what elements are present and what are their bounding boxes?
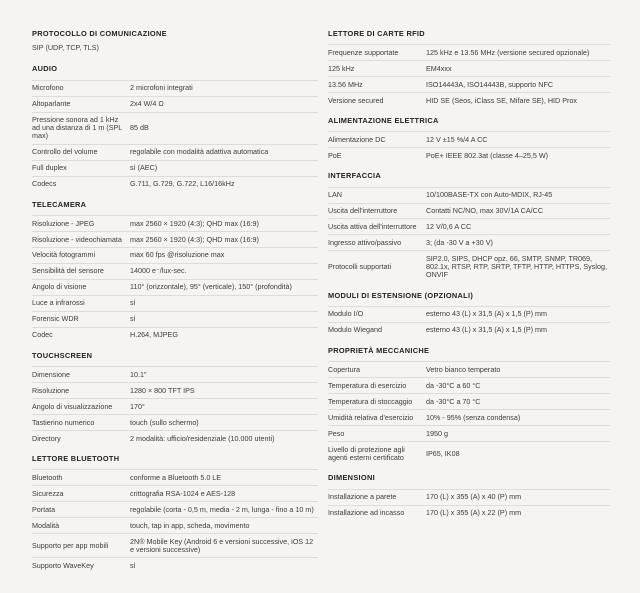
spec-row [328,92,610,108]
spec-label: Altoparlante [32,98,71,108]
section-moduli-di-estensione-opzionali [328,292,610,338]
spec-value: 10% - 95% (senza condensa) [426,412,521,422]
spec-value: Vetro bianco temperato [426,364,501,374]
spec-row [32,533,318,557]
spec-label: Angolo di visione [32,282,87,292]
spec-row [328,425,610,441]
spec-row [328,147,610,163]
spec-label: Supporto per app mobili [32,540,109,550]
section-title: LETTORE BLUETOOTH [32,454,120,464]
spec-label: Supporto WaveKey [32,560,94,570]
spec-row [328,361,610,377]
spec-value: 170 (L) x 355 (A) x 40 (P) mm [426,491,522,501]
section-dimensioni [328,474,610,520]
section-title: TELECAMERA [32,199,87,209]
spec-label: Luce a infrarossi [32,298,85,308]
section-title: PROPRIETÀ MECCANICHE [328,346,430,356]
spec-row [32,96,318,112]
spec-label: Codecs [32,179,57,189]
section-alimentazione-elettrica [328,117,610,163]
spec-label: Tastierino numerico [32,417,95,427]
spec-row [32,144,318,160]
spec-value: 2N® Mobile Key (Android 6 e versioni successive, iOS 12 e versioni successive) [130,536,314,554]
spec-value: 1280 × 800 TFT IPS [130,385,195,395]
spec-value: touch, tap in app, scheda, movimento [130,520,250,530]
spec-row [32,80,318,96]
spec-row [32,382,318,398]
section-title: AUDIO [32,64,58,74]
spec-value: 110° (orizzontale), 95° (verticale), 150° (profondità) [130,282,292,292]
spec-value: sì (AEC) [130,163,158,173]
spec-row [32,430,318,446]
spec-label: PoE [328,150,342,160]
spec-value: max 2560 × 1920 (4:3); QHD max (16:9) [130,218,259,228]
spec-label: Copertura [328,364,360,374]
spec-label: Directory [32,433,61,443]
spec-value: sì [130,560,136,570]
section-title: PROTOCOLLO DI COMUNICAZIONE [32,29,167,38]
spec-label: Temperatura di esercizio [328,380,407,390]
section-title: TOUCHSCREEN [32,351,93,360]
spec-value: da -30°C a 70 °C [426,396,481,406]
spec-row [32,517,318,533]
section-title: MODULI DI ESTENSIONE (OPZIONALI) [328,290,474,300]
spec-value: da -30°C a 60 °C [426,380,481,390]
spec-value: sì [130,298,136,308]
spec-value: 2x4 W/4 Ω [130,98,164,108]
spec-value: Contatti NC/NO, max 30V/1A CA/CC [426,205,544,215]
section-telecamera [32,201,318,343]
spec-row [32,231,318,247]
spec-value: PoE+ IEEE 802.3at (classe 4–25,5 W) [426,150,549,160]
spec-value: 12 V/0,6 A CC [426,221,472,231]
right-column [328,30,610,530]
spec-value: 1950 g [426,428,448,438]
spec-row [328,234,610,250]
spec-value: sì [130,314,136,324]
spec-label: 125 kHz [328,63,355,73]
spec-row [32,263,318,279]
spec-row [328,489,610,505]
spec-row [32,160,318,176]
spec-value: 170° [130,401,145,411]
section-proprieta-meccaniche [328,347,610,465]
spec-label: Risoluzione - videochiamata [32,234,122,244]
section-text: SIP (UDP, TCP, TLS) [32,43,99,53]
spec-row [32,366,318,382]
spec-row [328,44,610,60]
spec-label: Risoluzione [32,385,70,395]
spec-value: 85 dB [130,123,149,133]
spec-row [328,218,610,234]
spec-value: 12 V ±15 %/4 A CC [426,134,488,144]
spec-value: 2 modalità: ufficio/residenziale (10.000 utenti) [130,433,275,443]
section-protocollo-di-comunicazione [32,30,318,56]
spec-row [32,176,318,192]
spec-label: Angolo di visualizzazione [32,401,113,411]
spec-row [328,306,610,322]
section-title: ALIMENTAZIONE ELETTRICA [328,116,439,126]
spec-label: Installazione a parete [328,491,397,501]
spec-row [328,76,610,92]
spec-label: Modulo Wiegand [328,325,382,335]
spec-label: Bluetooth [32,472,63,482]
spec-value: regolabile con modalità adattiva automatica [130,147,269,157]
spec-value: EM4xxx [426,63,452,73]
spec-value: 10/100BASE-TX con Auto-MDIX, RJ-45 [426,189,553,199]
spec-row [328,322,610,338]
spec-row [32,327,318,343]
section-touchscreen [32,352,318,446]
spec-row [328,131,610,147]
spec-label: Livello di protezione agli agenti esterni certificato [328,444,405,462]
spec-row [32,398,318,414]
spec-row [32,557,318,573]
spec-row [32,295,318,311]
spec-row [32,279,318,295]
spec-value: 3; (da -30 V a +30 V) [426,237,493,247]
spec-label: Sensibilità del sensore [32,266,104,276]
spec-label: Velocità fotogrammi [32,250,96,260]
spec-label: Installazione ad incasso [328,507,405,517]
spec-value: 2 microfoni integrati [130,83,193,92]
spec-row [32,414,318,430]
spec-value: SIP2.0, SIPS, DHCP opz. 66, SMTP, SNMP, TR069, 802.1x, RTSP, RTP, SRTP, TFTP, HTTP, HTTPS, Syslog, ONVIF [426,253,607,280]
left-column [32,30,318,582]
spec-row [32,501,318,517]
spec-label: Modalità [32,520,60,530]
spec-label: Pressione sonora ad 1 kHz ad una distanza di 1 m (SPL max) [32,114,123,141]
spec-value: conforme a Bluetooth 5.0 LE [130,472,222,482]
spec-label: Forensic WDR [32,314,79,324]
spec-value: 125 kHz e 13.56 MHz (versione secured opzionale) [426,47,590,57]
spec-value: HID SE (Seos, iClass SE, Mifare SE), HID Prox [426,95,577,105]
spec-row [32,485,318,501]
spec-label: Frequenze supportate [328,47,399,57]
spec-label: Codec [32,330,53,340]
spec-value: IP65, IK08 [426,448,460,458]
spec-label: Sicurezza [32,488,64,498]
spec-label: Alimentazione DC [328,134,386,144]
spec-row [328,393,610,409]
section-interfaccia [328,172,610,283]
spec-value: touch (sullo schermo) [130,417,199,427]
spec-label: Umidità relativa d'esercizio [328,412,414,422]
spec-label: Uscita dell'interruttore [328,205,398,215]
spec-label: Versione secured [328,95,384,105]
spec-value: ISO14443A, ISO14443B, supporto NFC [426,79,554,89]
spec-label: Peso [328,428,345,438]
section-title: LETTORE DI CARTE RFID [328,29,425,38]
spec-value: crittografia RSA-1024 e AES-128 [130,488,236,498]
spec-row [32,215,318,231]
spec-label: 13.56 MHz [328,79,363,89]
spec-row [328,250,610,282]
spec-label: Uscita attiva dell'interruttore [328,221,417,231]
spec-row [32,247,318,263]
section-title: DIMENSIONI [328,473,375,483]
spec-label: Ingresso attivo/passivo [328,237,402,247]
section-audio [32,65,318,192]
spec-label: Controllo del volume [32,147,98,157]
section-title: INTERFACCIA [328,171,381,181]
spec-row [328,409,610,425]
spec-value: esterno 43 (L) x 31,5 (A) x 1,5 (P) mm [426,309,548,319]
spec-row [328,60,610,76]
spec-row [328,505,610,521]
spec-value: esterno 43 (L) x 31,5 (A) x 1,5 (P) mm [426,325,548,335]
section-lettore-di-carte-rfid [328,30,610,108]
spec-row [328,187,610,203]
spec-value: 10.1" [130,369,147,379]
spec-value: 14000 e⁻/lux-sec. [130,266,187,276]
spec-row [32,112,318,144]
spec-value: G.711, G.729, G.722, L16/16kHz [130,179,235,189]
spec-row [328,441,610,465]
spec-value: 170 (L) x 355 (A) x 22 (P) mm [426,507,522,517]
spec-label: Temperatura di stoccaggio [328,396,413,406]
spec-row [328,203,610,219]
spec-label: LAN [328,189,342,199]
spec-row [32,469,318,485]
spec-label: Protocolli supportati [328,262,392,272]
spec-label: Risoluzione - JPEG [32,218,95,228]
spec-value: regolabile (corta - 0,5 m, media - 2 m, lunga - fino a 10 m) [130,504,314,514]
spec-label: Microfono [32,83,64,92]
spec-label: Dimensione [32,369,70,379]
spec-label: Portata [32,504,56,514]
spec-label: Full duplex [32,163,67,173]
spec-value: max 2560 × 1920 (4:3); QHD max (16:9) [130,234,259,244]
spec-value: H.264, MJPEG [130,330,178,340]
spec-value: max 60 fps @risoluzione max [130,250,225,260]
spec-row [328,377,610,393]
spec-label: Modulo I/O [328,309,364,319]
section-lettore-bluetooth [32,455,318,573]
spec-row [32,311,318,327]
